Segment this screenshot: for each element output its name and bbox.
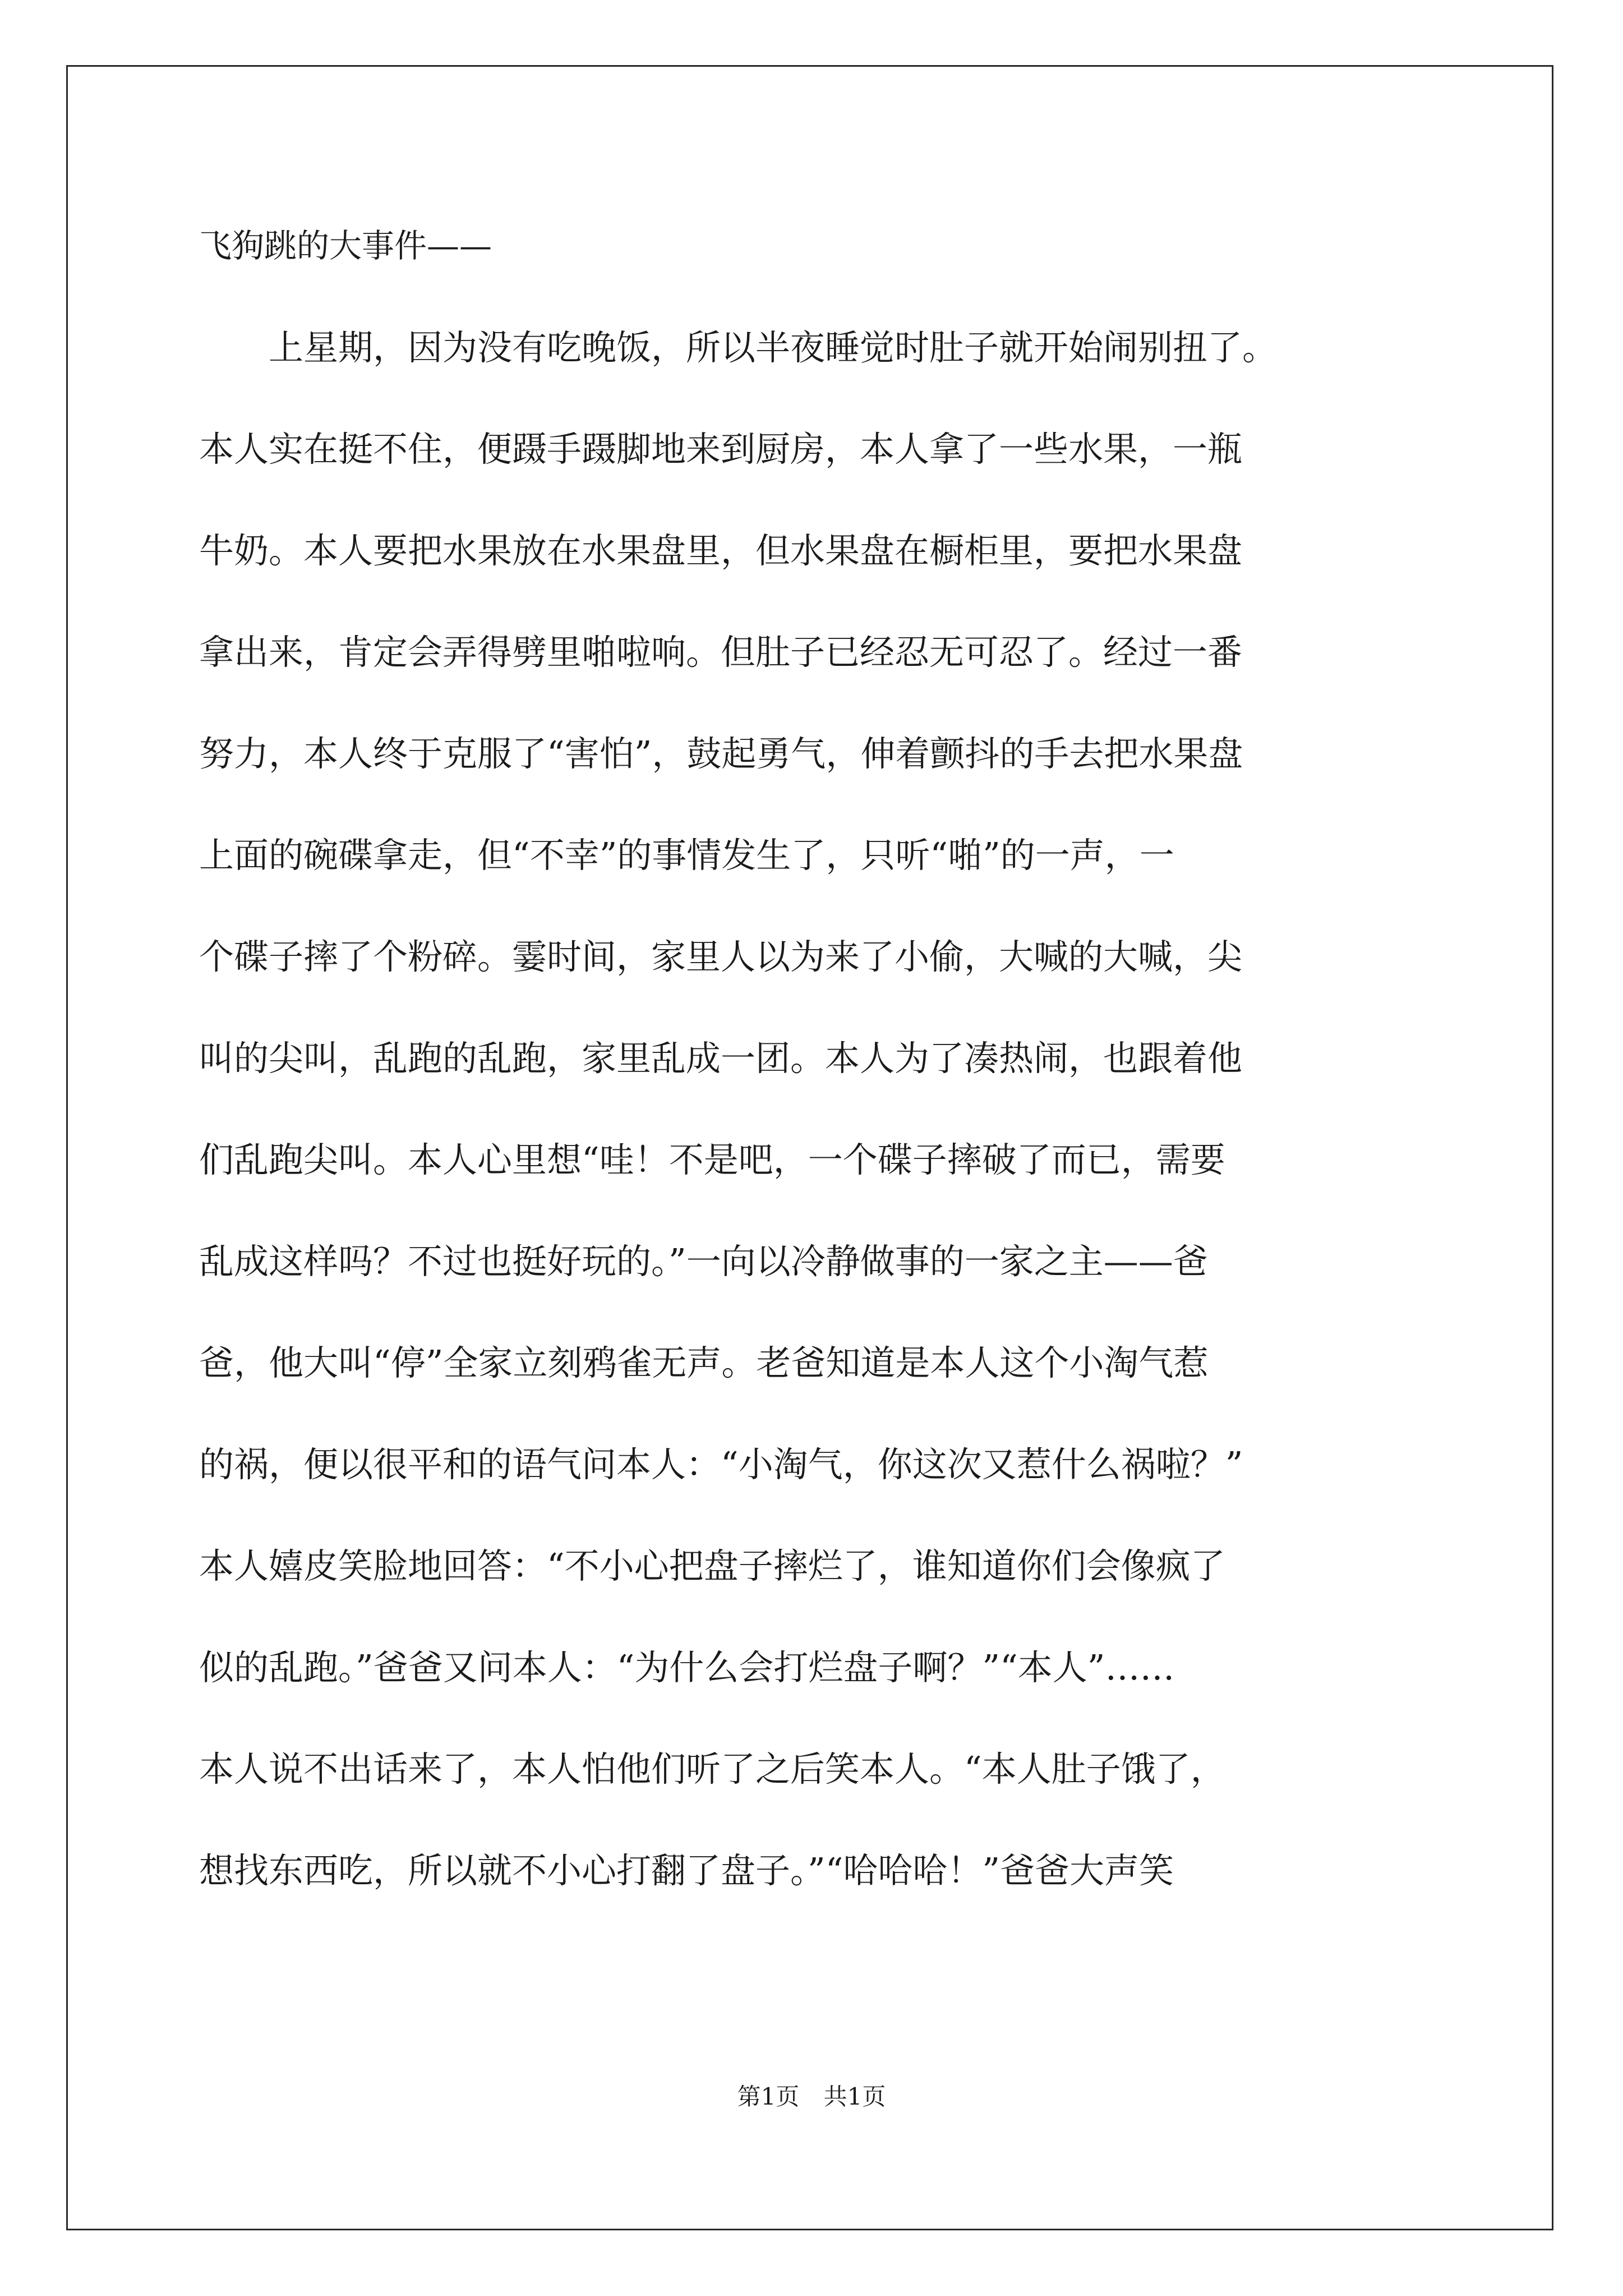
text-line: 牛奶。本人要把水果放在水果盘里，但水果盘在橱柜里，要把水果盘	[199, 530, 1243, 571]
text-line: 想找东西吃，所以就不小心打翻了盘子。”“哈哈哈！”爸爸大声笑	[199, 1850, 1174, 1891]
text-line: 乱成这样吗？不过也挺好玩的。”一向以冷静做事的一家之主——爸	[199, 1241, 1208, 1282]
text-line: 个碟子摔了个粉碎。霎时间，家里人以为来了小偷，大喊的大喊，尖	[199, 936, 1243, 977]
text-line: 上星期，因为没有吃晚饭，所以半夜睡觉时肚子就开始闹别扭了。	[199, 327, 1278, 368]
document-title: 飞狗跳的大事件——	[199, 227, 492, 265]
text-line: 本人嬉皮笑脸地回答：“不小心把盘子摔烂了，谁知道你们会像疯了	[199, 1545, 1225, 1586]
text-line: 叫的尖叫，乱跑的乱跑，家里乱成一团。本人为了凑热闹，也跟着他	[199, 1038, 1243, 1079]
text-line: 爸，他大叫“停”全家立刻鸦雀无声。老爸知道是本人这个小淘气惹	[199, 1342, 1209, 1383]
text-line: 本人说不出话来了，本人怕他们听了之后笑本人。“本人肚子饿了，	[199, 1749, 1225, 1789]
text-line: 们乱跑尖叫。本人心里想“哇！不是吧，一个碟子摔破了而已，需要	[199, 1139, 1225, 1180]
text-line: 上面的碗碟拿走，但“不幸”的事情发生了，只听“啪”的一声，一	[199, 835, 1174, 876]
text-line: 本人实在挺不住，便蹑手蹑脚地来到厨房，本人拿了一些水果，一瓶	[199, 429, 1243, 470]
text-line: 拿出来，肯定会弄得劈里啪啦响。但肚子已经忍无可忍了。经过一番	[199, 632, 1243, 673]
text-line: 似的乱跑。”爸爸又问本人：“为什么会打烂盘子啊？”“本人”……	[199, 1647, 1175, 1688]
text-line: 努力，本人终于克服了“害怕”，鼓起勇气，伸着颤抖的手去把水果盘	[199, 733, 1243, 774]
text-line: 的祸，便以很平和的语气问本人：“小淘气，你这次又惹什么祸啦？”	[199, 1444, 1243, 1485]
page-number-footer: 第1页 共1页	[737, 2083, 886, 2110]
